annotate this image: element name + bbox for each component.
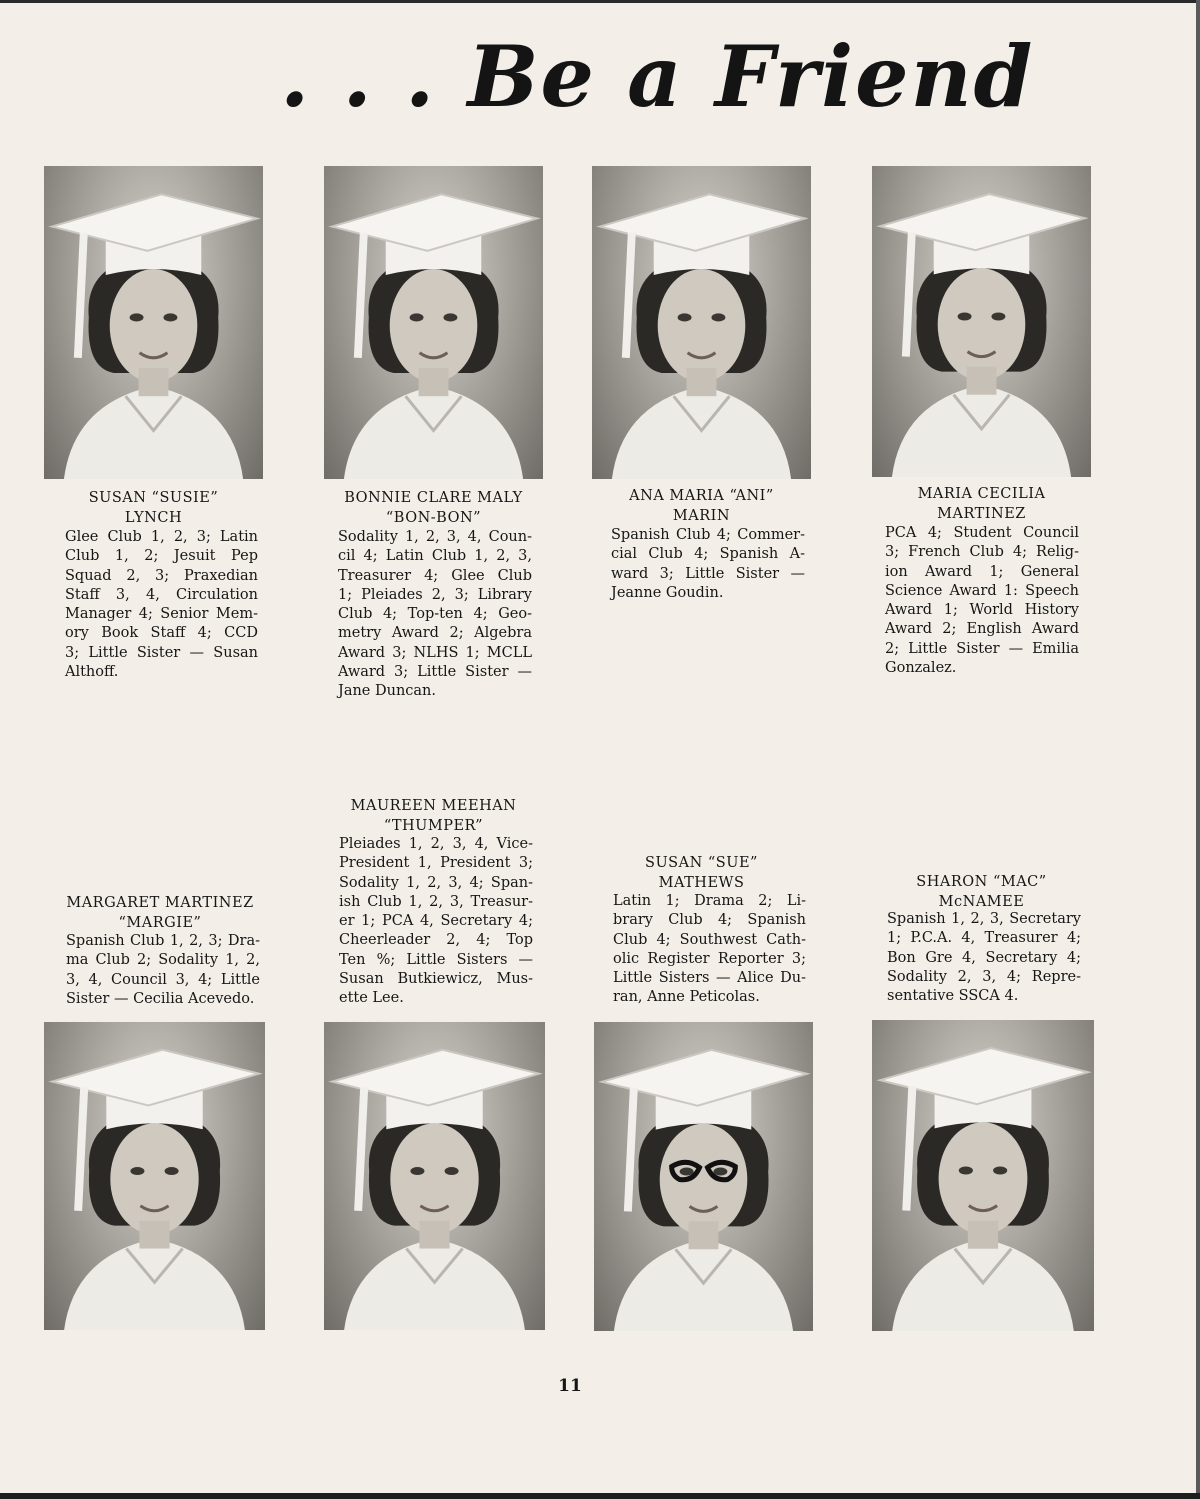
senior-portrait-photo: [324, 1022, 545, 1330]
name-line: SUSAN “SUE”: [645, 855, 758, 871]
activity-line: Sodality 1, 2, 3, 4, Coun-: [338, 529, 532, 545]
activity-line: Club 4; Top-ten 4; Geo-: [338, 606, 532, 623]
name-line: SUSAN “SUSIE”: [88, 490, 219, 506]
student-name: [872, 484, 1091, 524]
name-line: MARIN: [672, 508, 731, 524]
student-name: [44, 488, 263, 528]
student-activities: [885, 524, 1079, 678]
activity-line: Little Sisters — Alice Du-: [613, 970, 806, 987]
student-name: [592, 486, 811, 526]
activity-line: Latin 1; Drama 2; Li-: [613, 893, 806, 909]
student-name: [592, 853, 811, 893]
activity-line: Pleiades 1, 2, 3, 4, Vice-: [339, 836, 533, 852]
page-title: . . . Be a Friend: [280, 27, 1035, 126]
activity-line: ish Club 1, 2, 3, Treasur-: [339, 893, 533, 910]
activity-line: ran, Anne Peticolas.: [613, 989, 760, 1006]
activity-line: Treasurer 4; Glee Club: [338, 567, 532, 584]
student-activities: [611, 526, 805, 603]
activity-line: ette Lee.: [339, 990, 404, 1007]
activity-line: cil 4; Latin Club 1, 2, 3,: [338, 548, 532, 565]
name-line: MARGARET MARTINEZ: [66, 895, 254, 911]
student-name: [324, 796, 543, 836]
activity-line: Award 2; English Award: [885, 621, 1079, 638]
activity-line: ward 3; Little Sister —: [611, 565, 805, 582]
activity-line: Sodality 2, 3, 4; Repre-: [887, 968, 1081, 985]
activity-line: 3, 4, Council 3, 4; Little: [66, 971, 260, 988]
activity-line: ory Book Staff 4; CCD: [65, 625, 258, 642]
name-line: ANA MARIA “ANI”: [629, 488, 774, 504]
activity-line: olic Register Reporter 3;: [613, 950, 806, 967]
activity-line: 3; French Club 4; Relig-: [885, 544, 1079, 561]
activity-line: cial Club 4; Spanish A-: [611, 546, 805, 563]
activity-line: Jane Duncan.: [338, 683, 437, 700]
name-line: “BON-BON”: [385, 510, 482, 526]
activity-line: Cheerleader 2, 4; Top: [339, 932, 533, 949]
name-line: McNAMEE: [938, 894, 1025, 910]
senior-portrait-photo: [44, 1022, 265, 1330]
senior-portrait-photo: [324, 166, 543, 479]
name-line: MARTINEZ: [937, 506, 1026, 522]
page-number: 11: [558, 1376, 582, 1396]
activity-line: Susan Butkiewicz, Mus-: [339, 971, 533, 988]
activity-line: Spanish Club 1, 2, 3; Dra-: [66, 933, 260, 949]
senior-portrait-photo: [872, 166, 1091, 477]
activity-line: Science Award 1: Speech: [885, 582, 1079, 599]
senior-portrait-photo: [594, 1022, 813, 1331]
name-line: BONNIE CLARE MALY: [344, 490, 523, 506]
student-name: [44, 893, 276, 933]
page-edge-top: [0, 0, 1200, 3]
student-activities: [613, 892, 806, 1008]
activity-line: Ten %; Little Sisters —: [339, 951, 533, 968]
activity-line: Manager 4; Senior Mem-: [65, 606, 258, 623]
activity-line: Sister — Cecilia Acevedo.: [66, 990, 255, 1007]
student-activities: [887, 910, 1081, 1006]
name-line: MARIA CECILIA: [917, 486, 1046, 502]
activity-line: PCA 4; Student Council: [885, 525, 1079, 541]
activity-line: ma Club 2; Sodality 1, 2,: [66, 952, 260, 969]
activity-line: metry Award 2; Algebra: [338, 625, 532, 642]
activity-line: Bon Gre 4, Secretary 4;: [887, 949, 1081, 966]
activity-line: Staff 3, 4, Circulation: [65, 586, 258, 603]
activity-line: Spanish 1, 2, 3, Secretary: [887, 911, 1081, 927]
activity-line: ion Award 1; General: [885, 563, 1079, 580]
activity-line: Althoff.: [65, 664, 119, 681]
activity-line: 3; Little Sister — Susan: [65, 644, 258, 661]
activity-line: brary Club 4; Spanish: [613, 912, 806, 929]
activity-line: Award 1; World History: [885, 602, 1079, 619]
activity-line: Squad 2, 3; Praxedian: [65, 567, 258, 584]
activity-line: 1; Pleiades 2, 3; Library: [338, 586, 532, 603]
student-activities: [66, 932, 260, 1009]
student-activities: [339, 835, 533, 1009]
name-line: “MARGIE”: [118, 915, 202, 931]
activity-line: er 1; PCA 4, Secretary 4;: [339, 913, 533, 930]
activity-line: Club 1, 2; Jesuit Pep: [65, 548, 258, 565]
name-line: LYNCH: [124, 510, 183, 526]
name-line: “THUMPER”: [383, 818, 484, 834]
name-line: MAUREEN MEEHAN: [350, 798, 517, 814]
activity-line: Jeanne Goudin.: [611, 584, 724, 601]
activity-line: Gonzalez.: [885, 660, 957, 677]
activity-line: President 1, President 3;: [339, 855, 533, 872]
student-activities: [338, 528, 532, 702]
senior-portrait-photo: [592, 166, 811, 479]
activity-line: Glee Club 1, 2, 3; Latin: [65, 529, 258, 545]
activity-line: sentative SSCA 4.: [887, 988, 1019, 1005]
page-edge-right: [1196, 0, 1200, 1499]
activity-line: 2; Little Sister — Emilia: [885, 640, 1079, 657]
page-edge-bottom: [0, 1493, 1200, 1499]
activity-line: Spanish Club 4; Commer-: [611, 527, 805, 543]
senior-portrait-photo: [872, 1020, 1094, 1331]
senior-portrait-photo: [44, 166, 263, 479]
activity-line: Award 3; NLHS 1; MCLL: [338, 644, 532, 661]
name-line: MATHEWS: [658, 875, 745, 891]
student-activities: [65, 528, 258, 682]
student-name: [872, 872, 1091, 912]
activity-line: Sodality 1, 2, 3, 4; Span-: [339, 874, 533, 891]
name-line: SHARON “MAC”: [916, 874, 1047, 890]
activity-line: Award 3; Little Sister —: [338, 664, 532, 681]
student-name: [324, 488, 543, 528]
activity-line: Club 4; Southwest Cath-: [613, 931, 806, 948]
activity-line: 1; P.C.A. 4, Treasurer 4;: [887, 930, 1081, 947]
